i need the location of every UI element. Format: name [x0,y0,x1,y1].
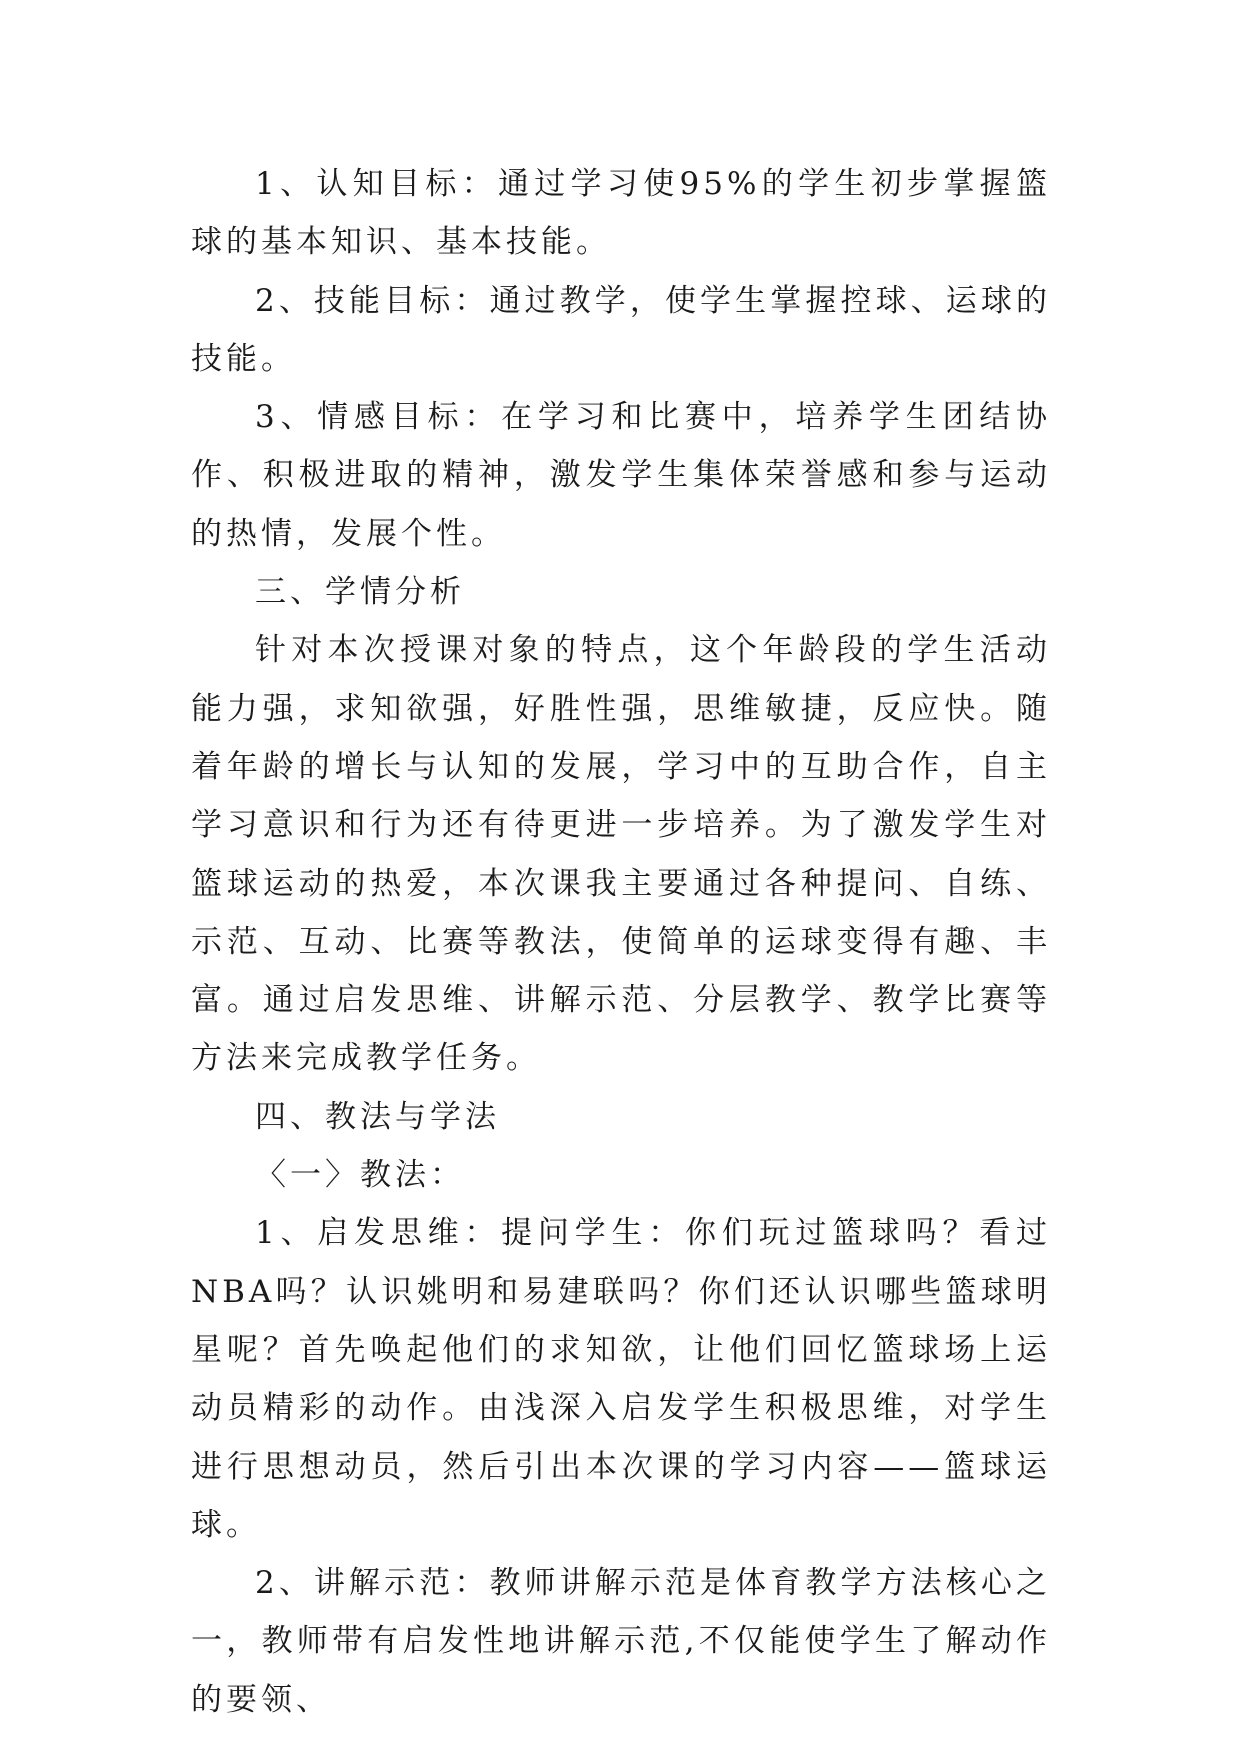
skill-goal-paragraph: 2、技能目标：通过教学，使学生掌握控球、运球的技能。 [191,282,1051,377]
inspire-thinking-paragraph: 1、启发思维：提问学生：你们玩过篮球吗？看过NBA吗？认识姚明和易建联吗？你们还认识哪些篮球明星呢？首先唤起他们的求知欲，让他们回忆篮球场上运动员精彩的动作。由浅深入启发学生积极思维，对学生进行思想动员，然后引出本次课的学习内容——篮球运球。 [191,1215,1051,1543]
subsection-heading-teaching-methods: 〈一〉教法： [255,1157,465,1194]
student-analysis-paragraph: 针对本次授课对象的特点，这个年龄段的学生活动能力强，求知欲强，好胜性强，思维敏捷，反应快。随着年龄的增长与认知的发展，学习中的互助合作，自主学习意识和行为还有待更进一步培养。为了激发学生对篮球运动的热爱，本次课我主要通过各种提问、自练、示范、互动、比赛等教法，使简单的运球变得有趣、丰富。通过启发思维、讲解示范、分层教学、教学比赛等方法来完成教学任务。 [191,632,1051,1077]
section-heading-methods: 四、教法与学法 [255,1098,500,1135]
emotional-goal-paragraph: 3、情感目标：在学习和比赛中，培养学生团结协作、积极进取的精神，激发学生集体荣誉感和参与运动的热情，发展个性。 [191,399,1051,552]
section-heading-student-analysis: 三、学情分析 [255,574,465,611]
document-body [191,155,1051,1729]
cognitive-goal-paragraph: 1、认知目标：通过学习使95%的学生初步掌握篮球的基本知识、基本技能。 [191,166,1051,261]
explain-demonstrate-paragraph: 2、讲解示范：教师讲解示范是体育教学方法核心之一，教师带有启发性地讲解示范,不仅能使学生了解动作的要领、 [191,1565,1051,1718]
